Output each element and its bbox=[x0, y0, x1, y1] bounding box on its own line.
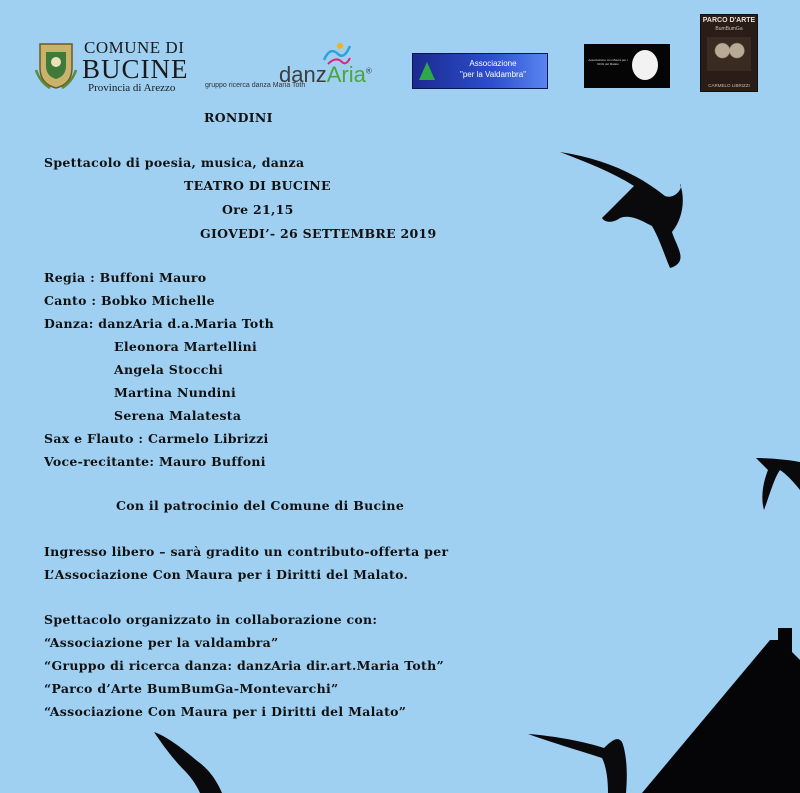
danzaria-logo bbox=[205, 40, 395, 92]
ingresso-line1: Ingresso libero – sarà gradito un contributo-offerta per bbox=[44, 544, 449, 559]
credit-sax: Sax e Flauto : Carmelo Librizzi bbox=[44, 431, 269, 446]
dancer-name: Serena Malatesta bbox=[114, 408, 242, 423]
dancer-name: Angela Stocchi bbox=[114, 362, 224, 377]
partner-item: “Gruppo di ricerca danza: danzAria dir.art.Maria Toth” bbox=[44, 658, 444, 673]
danzaria-name: danzAria® bbox=[279, 62, 372, 87]
malato-text: Associazione con Maura per i Diritti del Malato bbox=[588, 58, 628, 66]
credit-regia: Regia : Buffoni Mauro bbox=[44, 270, 207, 285]
crest-icon bbox=[34, 40, 78, 90]
comune-line2: BUCINE bbox=[82, 54, 189, 84]
poster-time: Ore 21,15 bbox=[222, 202, 294, 217]
rooftop-silhouette bbox=[642, 640, 800, 793]
associazione-malato-logo bbox=[584, 44, 670, 88]
associazione-line1: Associazione bbox=[469, 59, 517, 68]
parco-subtitle: BumBumGa bbox=[715, 26, 743, 32]
organizzato-heading: Spettacolo organizzato in collaborazione con: bbox=[44, 612, 378, 627]
parco-bottom: CARMELO LIBRIZZI bbox=[708, 83, 750, 88]
comune-line3: Provincia di Arezzo bbox=[88, 82, 176, 94]
partner-item: “Parco d’Arte BumBumGa-Montevarchi” bbox=[44, 681, 339, 696]
partner-item: “Associazione per la valdambra” bbox=[44, 635, 279, 650]
credit-danza: Danza: danzAria d.a.Maria Toth bbox=[44, 316, 275, 331]
swallow-icon bbox=[756, 458, 800, 510]
associazione-line2: "per la Valdambra" bbox=[459, 70, 526, 79]
poster-title: RONDINI bbox=[204, 110, 273, 125]
poster-date: GIOVEDI’- 26 SETTEMBRE 2019 bbox=[200, 226, 437, 241]
swallow-icon bbox=[154, 732, 222, 793]
swallow-icon bbox=[528, 734, 627, 793]
patrocinio: Con il patrocinio del Comune di Bucine bbox=[116, 498, 405, 513]
associazione-valdambra-logo bbox=[412, 53, 548, 89]
dancer-name: Eleonora Martellini bbox=[114, 339, 258, 354]
poster-venue: TEATRO DI BUCINE bbox=[184, 178, 331, 193]
parco-arte-poster bbox=[700, 14, 758, 92]
poster-subtitle: Spettacolo di poesia, musica, danza bbox=[44, 155, 305, 170]
credit-voce: Voce-recitante: Mauro Buffoni bbox=[44, 454, 266, 469]
parco-title: PARCO D'ARTE bbox=[702, 17, 756, 24]
tree-icon bbox=[417, 60, 437, 82]
danzaria-tagline: gruppo ricerca danza Maria Toth bbox=[205, 82, 306, 89]
comune-bucine-logo bbox=[34, 36, 194, 92]
swallow-icon bbox=[560, 152, 683, 268]
ingresso-line2: L’Associazione Con Maura per i Diritti del Malato. bbox=[44, 567, 409, 582]
partner-item: “Associazione Con Maura per i Diritti del Malato” bbox=[44, 704, 407, 719]
parco-photo bbox=[707, 37, 751, 71]
tree-icon bbox=[632, 50, 658, 80]
comune-line1: COMUNE DI bbox=[84, 38, 185, 57]
credit-canto: Canto : Bobko Michelle bbox=[44, 293, 215, 308]
dancer-name: Martina Nundini bbox=[114, 385, 237, 400]
